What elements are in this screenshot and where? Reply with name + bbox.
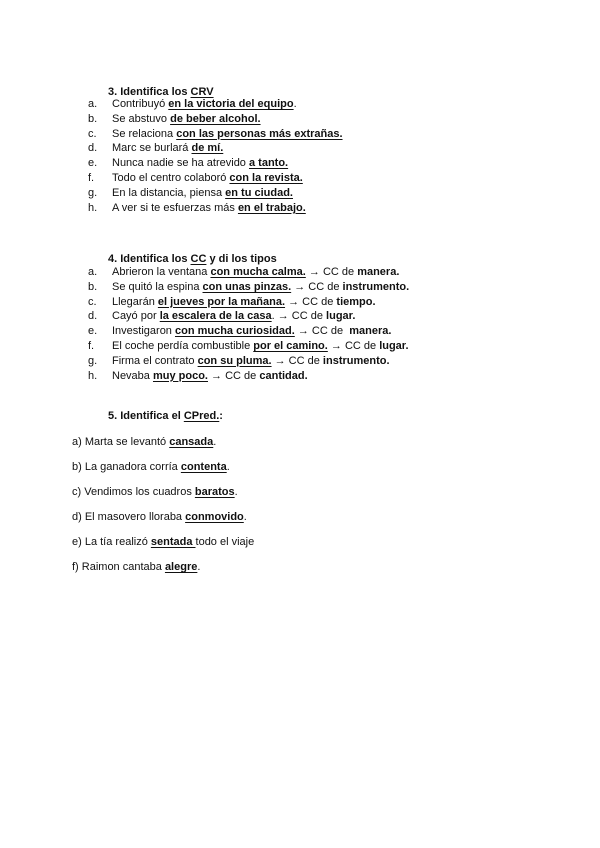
- arrow-text: → CC de: [294, 325, 350, 338]
- section-5-title-prefix: 5. Identifica el: [108, 410, 184, 422]
- answer-text: con mucha calma.: [210, 266, 306, 278]
- sentence-text: Firma el contrato: [112, 354, 198, 367]
- sentence-text: A ver si te esfuerzas más: [112, 201, 238, 214]
- answer-text: con las personas más extrañas.: [176, 127, 343, 140]
- answer-text: por el camino.: [253, 339, 328, 352]
- item-marker: c.: [88, 295, 97, 308]
- section-4-title-suffix: y di los tipos: [206, 253, 277, 265]
- sentence-text: Se abstuvo: [112, 112, 171, 125]
- sentence-text: Llegarán: [112, 295, 158, 308]
- sentence-text: Se relaciona: [112, 127, 177, 140]
- sentence-end: todo el viaje: [195, 536, 255, 548]
- answer-text: con mucha curiosidad.: [174, 325, 295, 338]
- sentence-text: Investigaron: [112, 325, 175, 338]
- section-5-title-suffix: :: [219, 410, 223, 422]
- cc-type: instrumento.: [322, 354, 390, 367]
- section-3-title-prefix: 3. Identifica los: [108, 86, 191, 98]
- cc-type: cantidad.: [259, 369, 308, 382]
- section-5-title: [108, 410, 223, 422]
- list-item: [72, 560, 254, 585]
- answer-text: cansada: [169, 436, 214, 448]
- sentence-text: Abrieron la ventana: [112, 266, 211, 278]
- answer-text: contenta: [180, 461, 227, 473]
- item-marker: b.: [88, 280, 98, 293]
- cc-type: manera.: [357, 266, 400, 278]
- item-marker: c.: [88, 127, 97, 140]
- item-marker: f.: [88, 171, 95, 184]
- sentence-end: .: [293, 98, 297, 110]
- answer-text: con la revista.: [229, 171, 303, 184]
- answer-text: en el trabajo.: [237, 201, 306, 214]
- item-marker: f.: [88, 339, 95, 352]
- section-3-title-term: CRV: [190, 86, 214, 98]
- answer-text: a tanto.: [248, 157, 289, 170]
- sentence-text: e) La tía realizó: [72, 536, 151, 548]
- arrow-text: → CC de: [271, 354, 323, 367]
- sentence-text: c) Vendimos los cuadros: [72, 486, 195, 498]
- answer-text: muy poco.: [152, 369, 208, 382]
- answer-text: la escalera de la casa: [159, 310, 272, 323]
- section-4-title-prefix: 4. Identifica los: [108, 253, 191, 265]
- sentence-text: Todo el centro colaboró: [112, 171, 230, 184]
- answer-text: en la victoria del equipo: [168, 98, 294, 110]
- sentence-text: a) Marta se levantó: [72, 436, 170, 448]
- cc-type: instrumento.: [342, 280, 410, 293]
- list-item: [72, 510, 254, 535]
- section-4-title-term: CC: [190, 253, 207, 265]
- sentence-text: Nevaba: [112, 369, 153, 382]
- answer-text: sentada: [150, 536, 196, 548]
- cc-type: manera.: [349, 325, 392, 338]
- answer-text: conmovido: [185, 511, 244, 523]
- answer-text: baratos: [194, 486, 235, 498]
- sentence-text: Nunca nadie se ha atrevido: [112, 157, 249, 170]
- arrow-text: → CC de: [305, 266, 358, 278]
- answer-text: el jueves por la mañana.: [157, 295, 286, 308]
- section-4-title: [108, 253, 277, 265]
- item-marker: h.: [88, 201, 98, 214]
- answer-text: con unas pinzas.: [202, 280, 292, 293]
- cc-type: lugar.: [326, 310, 356, 323]
- item-marker: a.: [88, 266, 98, 278]
- item-marker: g.: [88, 186, 98, 199]
- sentence-text: Cayó por: [112, 310, 160, 323]
- cc-type: lugar.: [379, 339, 409, 352]
- list-item: [72, 460, 254, 485]
- item-marker: b.: [88, 112, 98, 125]
- sentence-text: En la distancia, piensa: [112, 186, 226, 199]
- list-item: [72, 435, 254, 460]
- section-5-list: [72, 435, 254, 585]
- sentence-text: f) Raimon cantaba: [72, 561, 165, 573]
- item-marker: d.: [88, 142, 98, 155]
- sentence-end: .: [243, 511, 247, 523]
- item-marker: e.: [88, 157, 98, 170]
- sentence-text: Se quitó la espina: [112, 280, 203, 293]
- answer-text: alegre: [164, 561, 198, 573]
- arrow-text: → CC de: [291, 280, 343, 293]
- item-marker: a.: [88, 98, 98, 110]
- sentence-end: .: [226, 461, 230, 473]
- sentence-text: d) El masovero lloraba: [72, 511, 186, 523]
- item-marker: h.: [88, 369, 98, 382]
- answer-text: con su pluma.: [197, 354, 272, 367]
- cc-type: tiempo.: [336, 295, 376, 308]
- list-item: [72, 485, 254, 510]
- sentence-text: b) La ganadora corría: [72, 461, 181, 473]
- answer-text: de mí.: [191, 142, 224, 155]
- sentence-text: Marc se burlará: [112, 142, 192, 155]
- arrow-text: → CC de: [327, 339, 380, 352]
- sentence-end: .: [234, 486, 238, 498]
- answer-text: en tu ciudad.: [225, 186, 293, 199]
- sentence-end: .: [197, 561, 201, 573]
- answer-text: de beber alcohol.: [170, 112, 261, 125]
- arrow-text: → CC de: [285, 295, 337, 308]
- sentence-text: El coche perdía combustible: [112, 339, 254, 352]
- arrow-text: . → CC de: [271, 310, 327, 323]
- item-marker: g.: [88, 354, 98, 367]
- sentence-end: .: [213, 436, 217, 448]
- item-marker: d.: [88, 310, 98, 323]
- list-item: [72, 535, 254, 560]
- arrow-text: → CC de: [208, 369, 260, 382]
- section-5-title-term: CPred.: [183, 410, 220, 422]
- item-marker: e.: [88, 325, 98, 338]
- sentence-text: Contribuyó: [112, 98, 169, 110]
